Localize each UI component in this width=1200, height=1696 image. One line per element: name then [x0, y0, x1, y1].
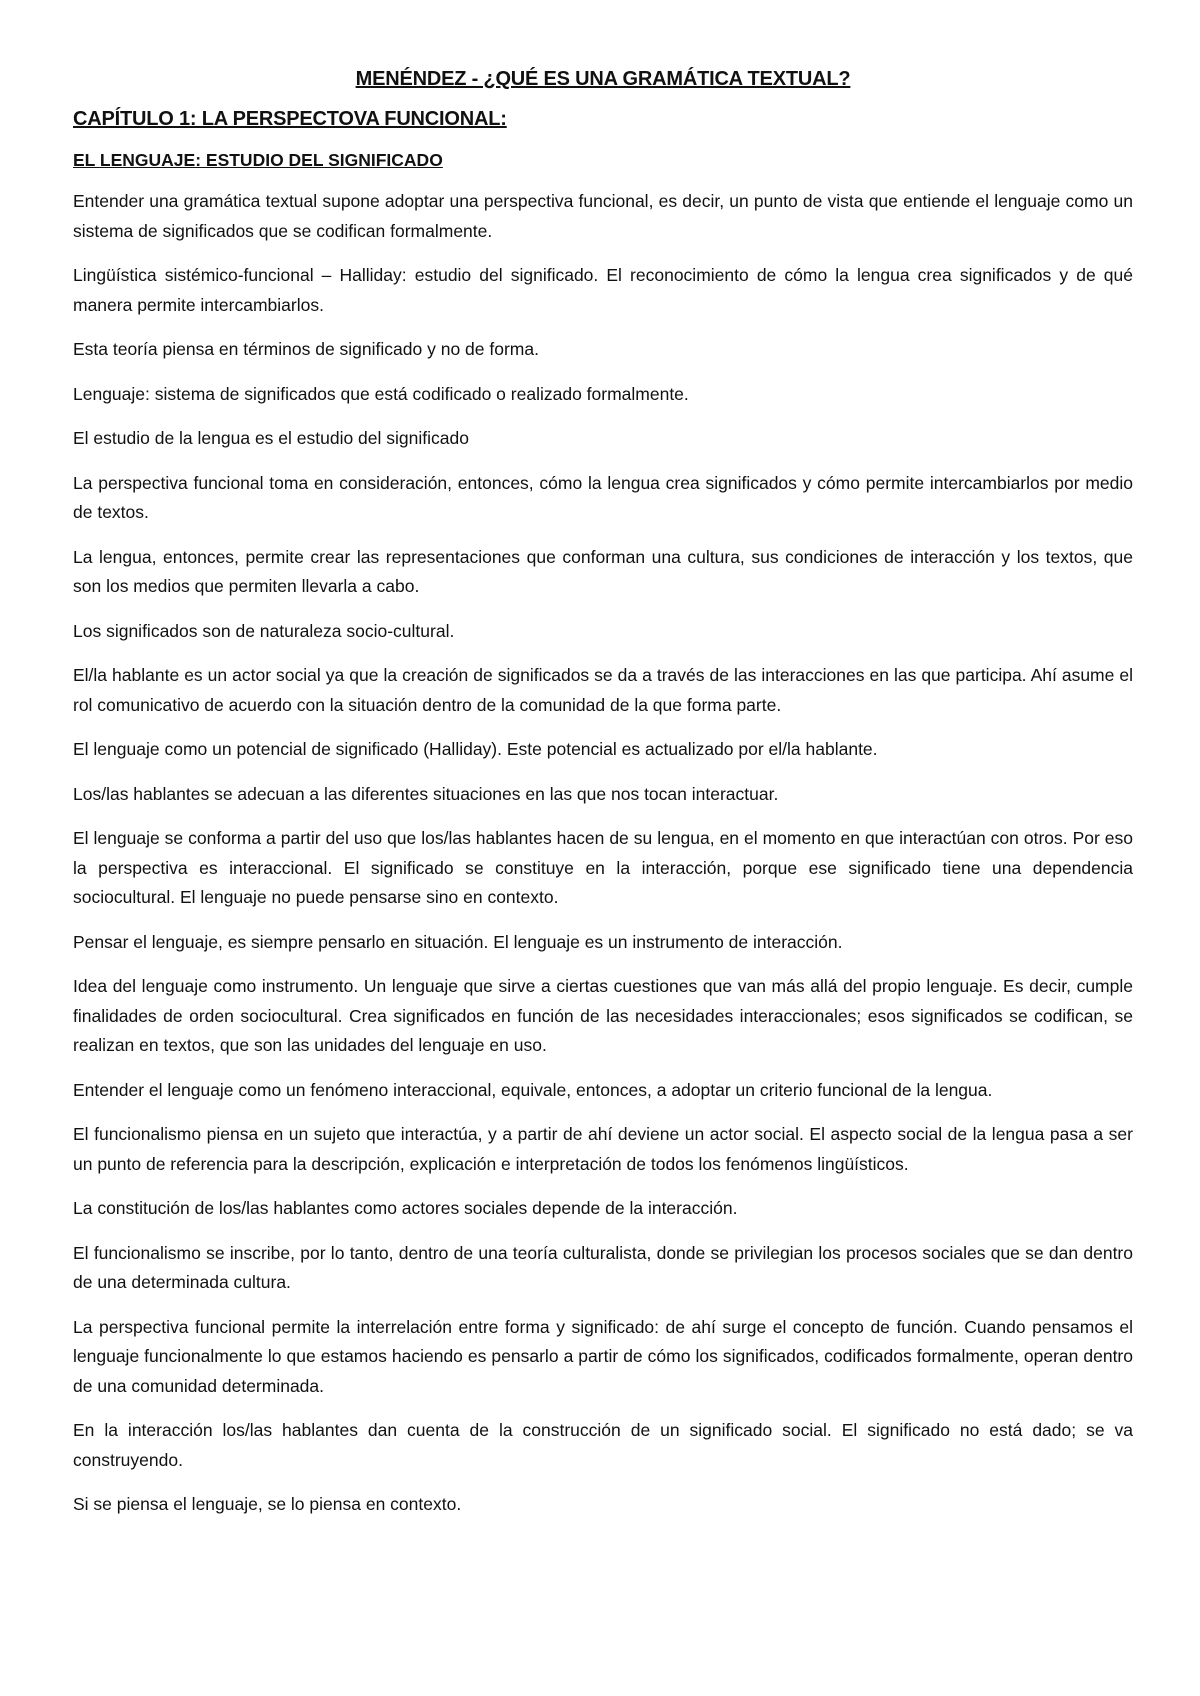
- paragraph: El estudio de la lengua es el estudio del significado: [73, 428, 469, 448]
- paragraph: El/la hablante es un actor social ya que la creación de significados se da a través de las interacciones en las que participa. Ahí asume el rol comunicativo de acuerdo con la situación dentro de la comunidad de la que forma parte.: [73, 665, 1133, 715]
- paragraph: Si se piensa el lenguaje, se lo piensa en contexto.: [73, 1494, 462, 1514]
- paragraph: Entender el lenguaje como un fenómeno interaccional, equivale, entonces, a adoptar un criterio funcional de la lengua.: [73, 1079, 993, 1100]
- paragraph: Pensar el lenguaje, es siempre pensarlo en situación. El lenguaje es un instrumento de interacción.: [73, 931, 843, 952]
- paragraph: El funcionalismo piensa en un sujeto que interactúa, y a partir de ahí deviene un actor social. El aspecto social de la lengua pasa a ser un punto de referencia para la descripción, explicación e interpretación de todos los fenómenos lingüísticos.: [73, 1124, 1133, 1174]
- section-title: EL LENGUAJE: ESTUDIO DEL SIGNIFICADO: [73, 150, 443, 170]
- paragraph: Lingüística sistémico-funcional – Halliday: estudio del significado. El reconocimiento de cómo la lengua crea significados y de qué manera permite intercambiarlos.: [73, 265, 1133, 315]
- document-title: MENÉNDEZ - ¿QUÉ ES UNA GRAMÁTICA TEXTUAL?: [355, 68, 851, 90]
- paragraph: La constitución de los/las hablantes como actores sociales depende de la interacción.: [73, 1198, 738, 1218]
- paragraph: La lengua, entonces, permite crear las representaciones que conforman una cultura, sus condiciones de interacción y los textos, que son los medios que permiten llevarla a cabo.: [73, 546, 1133, 596]
- paragraph: La perspectiva funcional permite la interrelación entre forma y significado: de ahí surge el concepto de función. Cuando pensamos el lenguaje funcionalmente lo que estamos haciendo es pensarlo a partir de cómo los significados, codificados formalmente, operan dentro de una comunidad determinada.: [73, 1316, 1133, 1396]
- paragraph: En la interacción los/las hablantes dan cuenta de la construcción de un significado social. El significado no está dado; se va construyendo.: [73, 1420, 1133, 1470]
- paragraph: El lenguaje como un potencial de significado (Halliday). Este potencial es actualizado por el/la hablante.: [73, 739, 878, 759]
- paragraph: Los/las hablantes se adecuan a las diferentes situaciones en las que nos tocan interactuar.: [73, 783, 779, 804]
- document-page: [73, 64, 1133, 1535]
- paragraph: Los significados son de naturaleza socio-cultural.: [73, 620, 455, 641]
- chapter-title: CAPÍTULO 1: LA PERSPECTOVA FUNCIONAL:: [73, 108, 507, 130]
- paragraph: Entender una gramática textual supone adoptar una perspectiva funcional, es decir, un punto de vista que entiende el lenguaje como un sistema de significados que se codifican formalmente.: [73, 191, 1133, 241]
- paragraph: El lenguaje se conforma a partir del uso que los/las hablantes hacen de su lengua, en el momento en que interactúan con otros. Por eso la perspectiva es interaccional. El significado se constituye en la interacción, porque ese significado tiene una dependencia sociocultural. El lenguaje no puede pensarse sino en contexto.: [73, 828, 1133, 907]
- paragraph: Lenguaje: sistema de significados que está codificado o realizado formalmente.: [73, 383, 689, 404]
- paragraph: El funcionalismo se inscribe, por lo tanto, dentro de una teoría culturalista, donde se privilegian los procesos sociales que se dan dentro de una determinada cultura.: [73, 1242, 1133, 1292]
- paragraph: Esta teoría piensa en términos de significado y no de forma.: [73, 339, 539, 359]
- paragraph: Idea del lenguaje como instrumento. Un lenguaje que sirve a ciertas cuestiones que van más allá del propio lenguaje. Es decir, cumple finalidades de orden sociocultural. Crea significados en función de las necesidades interaccionales; esos significados se codifican, se realizan en textos, que son las unidades del lenguaje en uso.: [73, 976, 1133, 1055]
- paragraph: La perspectiva funcional toma en consideración, entonces, cómo la lengua crea significados y cómo permite intercambiarlos por medio de textos.: [73, 472, 1133, 522]
